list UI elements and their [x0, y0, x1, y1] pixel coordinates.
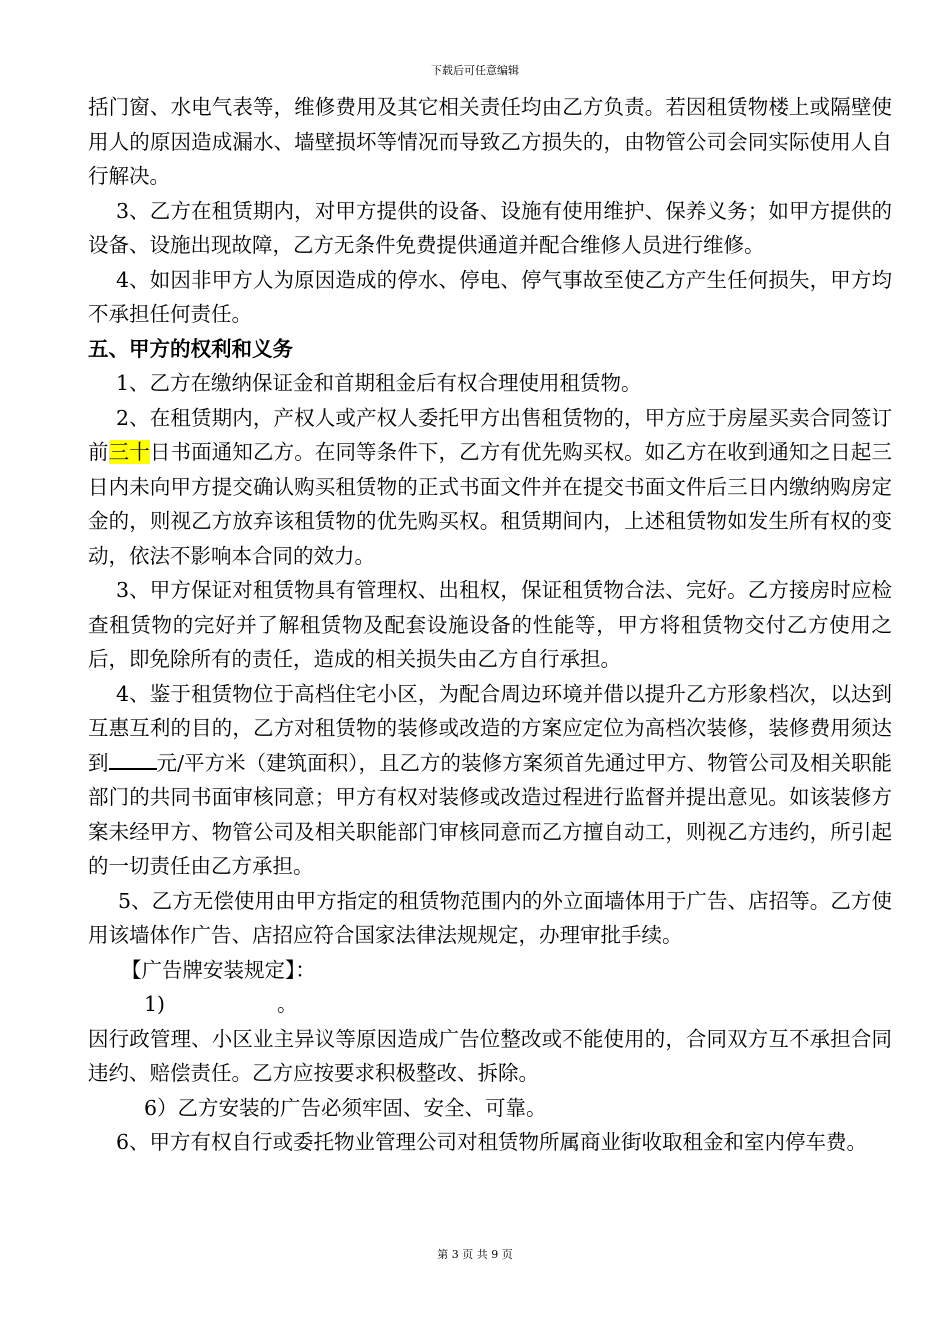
page-footer: 第 3 页 共 9 页 — [437, 1248, 513, 1261]
page-header: 下载后可任意编辑 — [431, 64, 519, 77]
section-heading: 五、甲方的权利和义务 — [88, 336, 293, 361]
paragraph-continuation: 括门窗、水电气表等，维修费用及其它相关责任均由乙方负责。若因租赁物楼上或隔壁使用人的原因造成漏水、墙壁损坏等情况而导致乙方损失的，由物管公司会同实际使用人自行解决。 — [88, 95, 892, 188]
paragraph-right-5: 5、乙方无偿使用由甲方指定的租赁物范围内的外立面墙体用于广告、店招等。乙方使用该墙体作广告、店招应符合国家法律法规规定，办理审批手续。 — [88, 888, 892, 947]
paragraph-right-4: 4、鉴于租赁物位于高档住宅小区，为配合周边环境并借以提升乙方形象档次，以达到互惠互利的目的，乙方对租赁物的装修或改造的方案应定位为高档次装修，装修费用须达到 元/平方米（建筑面积），且乙方的装修方案须首先通过甲方、物管公司及相关职能部门的共同书面审核同意；甲方有权对装修或改造过程进行监督并提出意见。如该装修方案未经甲方、物管公司及相关职能部门审核同意而乙方擅自动工，则视乙方违约，所引起的一切责任由乙方承担。 — [88, 681, 893, 878]
ad-rules-label: 【广告牌安装规定】： — [121, 957, 316, 982]
highlighted-text: 三十 — [108, 440, 150, 464]
paragraph-right-1: 1、乙方在缴纳保证金和首期租金后有权合理使用租赁物。 — [116, 371, 642, 395]
ad-rule-6: 6）乙方安装的广告必须牢固、安全、可靠。 — [144, 1095, 547, 1120]
paragraph-right-6: 6、甲方有权自行或委托物业管理公司对租赁物所属商业街收取租金和室内停车费。 — [116, 1130, 868, 1154]
blank-fill-line — [109, 746, 157, 770]
paragraph-item-3: 3、乙方在租赁期内，对甲方提供的设备、设施有使用维护、保养义务；如甲方提供的设备、设施出现故障，乙方无条件免费提供通道并配合维修人员进行维修。 — [88, 198, 892, 257]
paragraph-item-4: 4、如因非甲方人为原因造成的停水、停电、停气事故至使乙方产生任何损失，甲方均不承担任何责任。 — [88, 267, 892, 326]
paragraph-right-2: 2、在租赁期内，产权人或产权人委托甲方出售租赁物的，甲方应于房屋买卖合同签订前三十日书面通知乙方。在同等条件下，乙方有优先购买权。如乙方在收到通知之日起三日内未向甲方提交确认购买租赁物的正式书面文件并在提交书面文件后三日内缴纳购房定金的，则视乙方放弃该租赁物的优先购买权。租赁期间内，上述租赁物如发生所有权的变动，依法不影响本合同的效力。 — [88, 405, 893, 568]
ad-rule-paragraph: 因行政管理、小区业主异议等原因造成广告位整改或不能使用的，合同双方互不承担合同违约、赔偿责任。乙方应按要求积极整改、拆除。 — [88, 1026, 892, 1085]
paragraph-right-3: 3、甲方保证对租赁物具有管理权、出租权，保证租赁物合法、完好。乙方接房时应检查租赁物的完好并了解租赁物及配套设施设备的性能等，甲方将租赁物交付乙方使用之后，即免除所有的责任，造成的相关损失由乙方自行承担。 — [88, 578, 892, 671]
document-body — [88, 90, 892, 1160]
ad-rule-1: 1) 。 — [144, 992, 298, 1016]
